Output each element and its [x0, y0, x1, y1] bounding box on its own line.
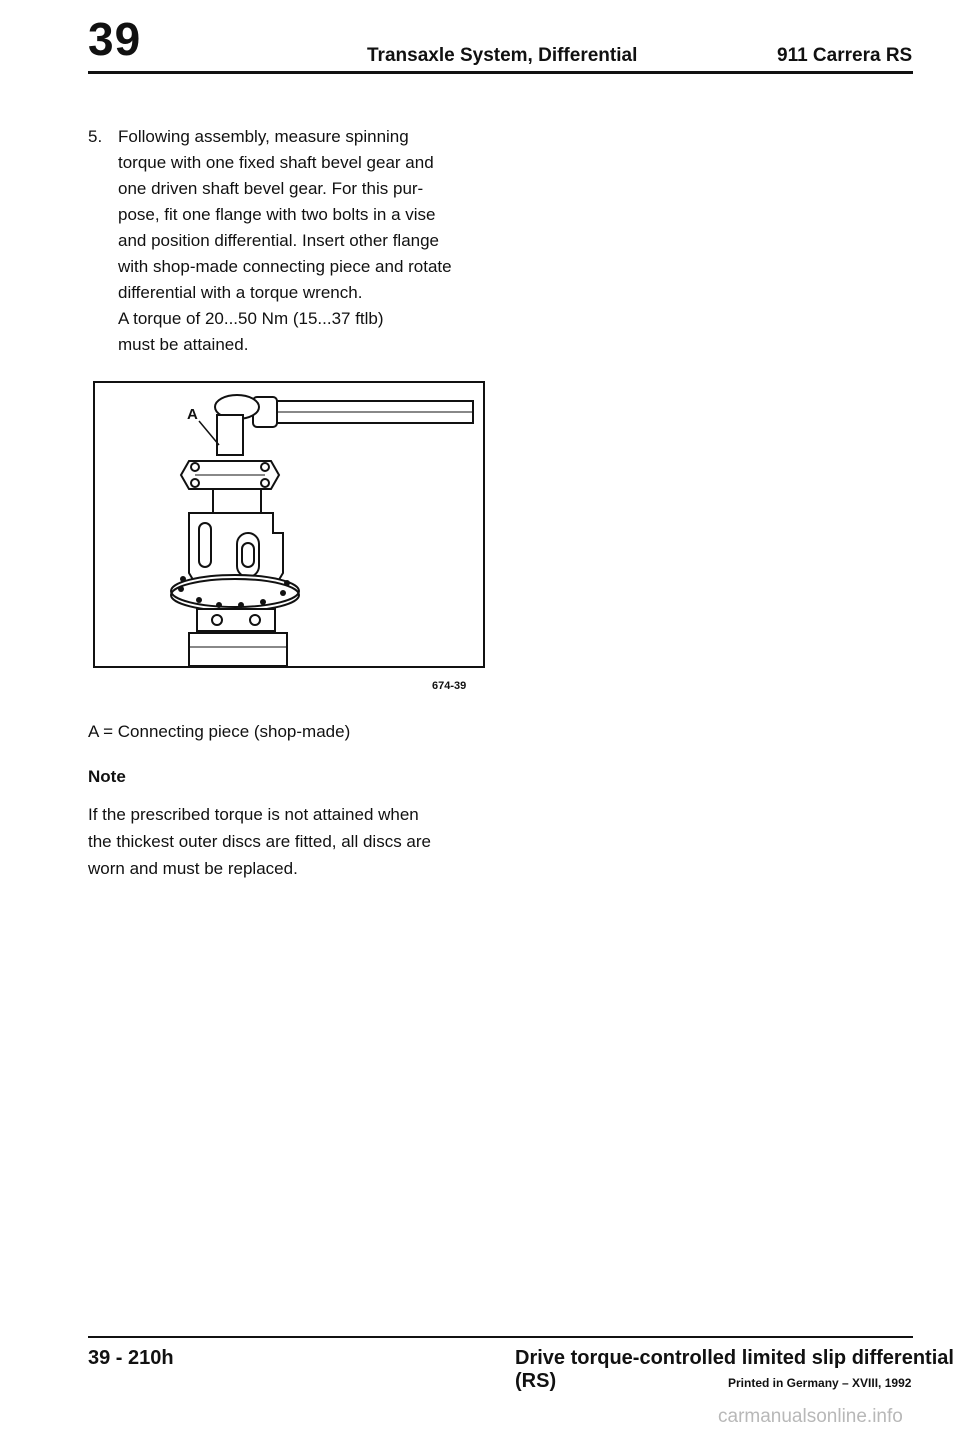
step-line: must be attained. [118, 335, 249, 354]
callout-a: A [187, 406, 198, 423]
step-number: 5. [88, 127, 103, 146]
step-line: Following assembly, measure spinning [118, 127, 409, 146]
note-text [88, 801, 488, 882]
figure-id: 674-39 [432, 680, 467, 692]
lower-flange [197, 609, 275, 631]
header-model: 911 Carrera RS [777, 45, 913, 66]
header-title: Transaxle System, Differential [367, 45, 638, 66]
step-line: with shop-made connecting piece and rotate [118, 257, 452, 276]
connecting-piece [217, 415, 243, 455]
footer-title: Drive torque-controlled limited slip differential (RS) [515, 1347, 954, 1392]
differential-illustration [95, 383, 483, 666]
page-number: 39 - 210h [88, 1347, 174, 1369]
step-5 [88, 124, 508, 358]
step-line: and position differential. Insert other flange [118, 231, 440, 250]
step-line: A torque of 20...50 Nm (15...37 ftlb) [118, 309, 384, 328]
vise [189, 633, 287, 666]
step-line: differential with a torque wrench. [118, 283, 363, 302]
note-line: the thickest outer discs are fitted, all discs are [88, 832, 431, 851]
watermark: carmanualsonline.info [718, 1406, 903, 1427]
note-line: worn and must be replaced. [88, 859, 298, 878]
upper-neck [213, 489, 261, 513]
differential-figure [93, 381, 485, 668]
header-rule [88, 71, 913, 74]
step-line: torque with one fixed shaft bevel gear and [118, 153, 434, 172]
printed-notice: Printed in Germany – XVIII, 1992 [728, 1376, 912, 1390]
figure-caption: A = Connecting piece (shop-made) [88, 722, 351, 741]
step-line: one driven shaft bevel gear. For this pur- [118, 179, 424, 198]
note-line: If the prescribed torque is not attained when [88, 805, 419, 824]
footer-rule [88, 1336, 913, 1338]
step-line: pose, fit one flange with two bolts in a vise [118, 205, 436, 224]
note-heading: Note [88, 767, 126, 786]
section-number: 39 [88, 13, 142, 65]
